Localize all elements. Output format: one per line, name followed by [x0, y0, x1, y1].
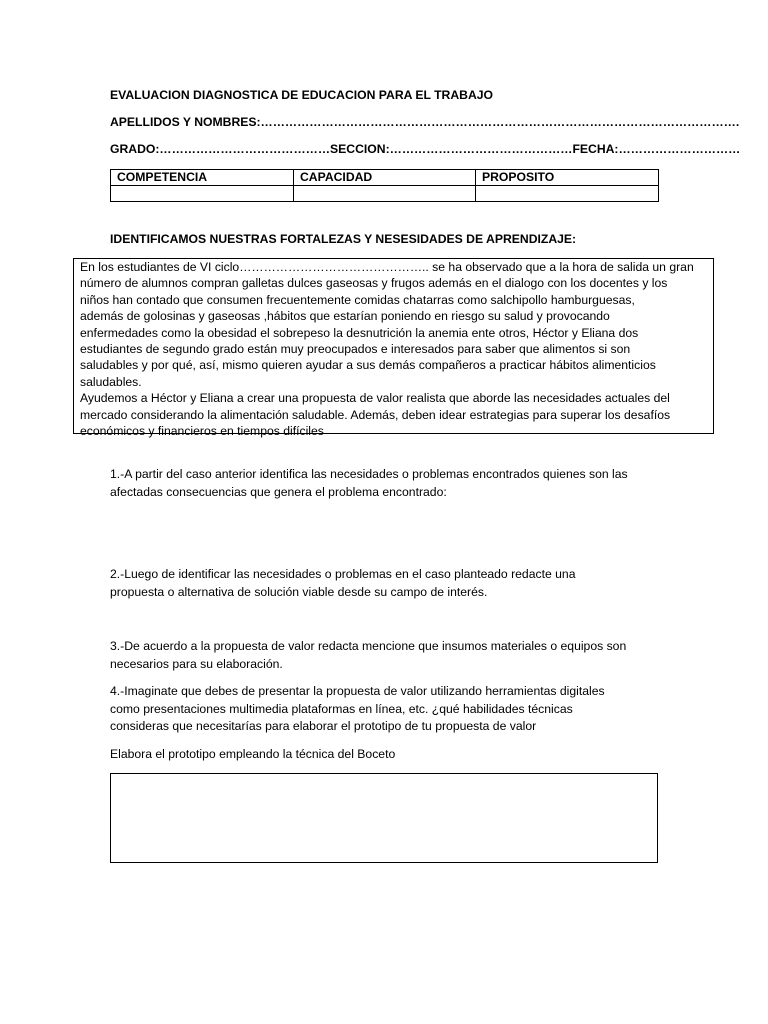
sketch-prompt: Elabora el prototipo empleando la técnica del Boceto [110, 747, 396, 761]
case-line: económicos y financieros en tiempos difíciles [80, 424, 324, 439]
case-line: estudiantes de segundo grado están muy preocupados e interesados para saber que alimentos si son [80, 342, 631, 357]
case-line: En los estudiantes de VI ciclo……………………………………….. se ha observado que a la hora de salida un gran [80, 260, 694, 274]
case-line: enfermedades como la obesidad el sobrepeso la desnutrición la anemia ente otros, Héctor y Eliana dos [80, 325, 639, 340]
table-header-row [111, 170, 659, 186]
question-4 [110, 683, 670, 736]
question-3 [110, 638, 670, 673]
question-line: necesarios para su elaboración. [110, 656, 283, 671]
grado-seccion-fecha-field[interactable]: GRADO:……………………………………SECCION:………………………………………FECHA:………………………… [110, 142, 741, 156]
apellidos-nombres-field[interactable]: APELLIDOS Y NOMBRES:………………………………………………………………………………………………………. [110, 115, 740, 129]
case-line: saludables. [80, 374, 142, 389]
question-line: 2.-Luego de identificar las necesidades o problemas en el caso planteado redacte una [110, 567, 576, 581]
question-line: 3.-De acuerdo a la propuesta de valor redacta mencione que insumos materiales o equipos son [110, 639, 627, 653]
question-line: afectadas consecuencias que genera el problema encontrado: [110, 484, 447, 499]
question-line: como presentaciones multimedia plataformas en línea, etc. ¿qué habilidades técnicas [110, 701, 573, 716]
header-competencia: COMPETENCIA [111, 170, 294, 186]
case-line: saludables y por qué, así, mismo quieren ayudar a sus demás compañeros a practicar hábitos alimenticios [80, 358, 656, 373]
table-row [111, 186, 659, 202]
competencia-table [110, 169, 659, 202]
section-heading: IDENTIFICAMOS NUESTRAS FORTALEZAS Y NESESIDADES DE APRENDIZAJE: [110, 232, 577, 246]
question-line: 1.-A partir del caso anterior identifica las necesidades o problemas encontrados quienes son las [110, 467, 628, 481]
cell-proposito[interactable] [476, 186, 659, 202]
cell-competencia[interactable] [111, 186, 294, 202]
header-proposito: PROPOSITO [476, 170, 659, 186]
case-line: además de golosinas y gaseosas ,hábitos que estarían poniendo en riesgo su salud y provocando [80, 309, 610, 324]
document-title: EVALUACION DIAGNOSTICA DE EDUCACION PARA EL TRABAJO [110, 88, 494, 102]
case-line: mercado considerando la alimentación saludable. Además, deben idear estrategias para superar los desafíos [80, 407, 671, 422]
case-text-box [73, 258, 714, 439]
case-line: niños han contado que consumen frecuentemente comidas chatarras como salchipollo hamburguesas, [80, 292, 635, 307]
question-line: 4.-Imaginate que debes de presentar la propuesta de valor utilizando herramientas digitales [110, 684, 605, 698]
question-line: propuesta o alternativa de solución viable desde su campo de interés. [110, 584, 488, 599]
header-capacidad: CAPACIDAD [294, 170, 476, 186]
cell-capacidad[interactable] [294, 186, 476, 202]
question-1 [110, 466, 670, 501]
case-line: Ayudemos a Héctor y Eliana a crear una propuesta de valor realista que aborde las necesidades actuales del [80, 391, 670, 406]
question-2 [110, 566, 670, 601]
question-line: consideras que necesitarías para elaborar el prototipo de tu propuesta de valor [110, 719, 537, 733]
case-line: número de alumnos compran galletas dulces gaseosas y frugos además en el dialogo con los docentes y los [80, 276, 668, 291]
sketch-answer-box[interactable] [110, 773, 658, 863]
